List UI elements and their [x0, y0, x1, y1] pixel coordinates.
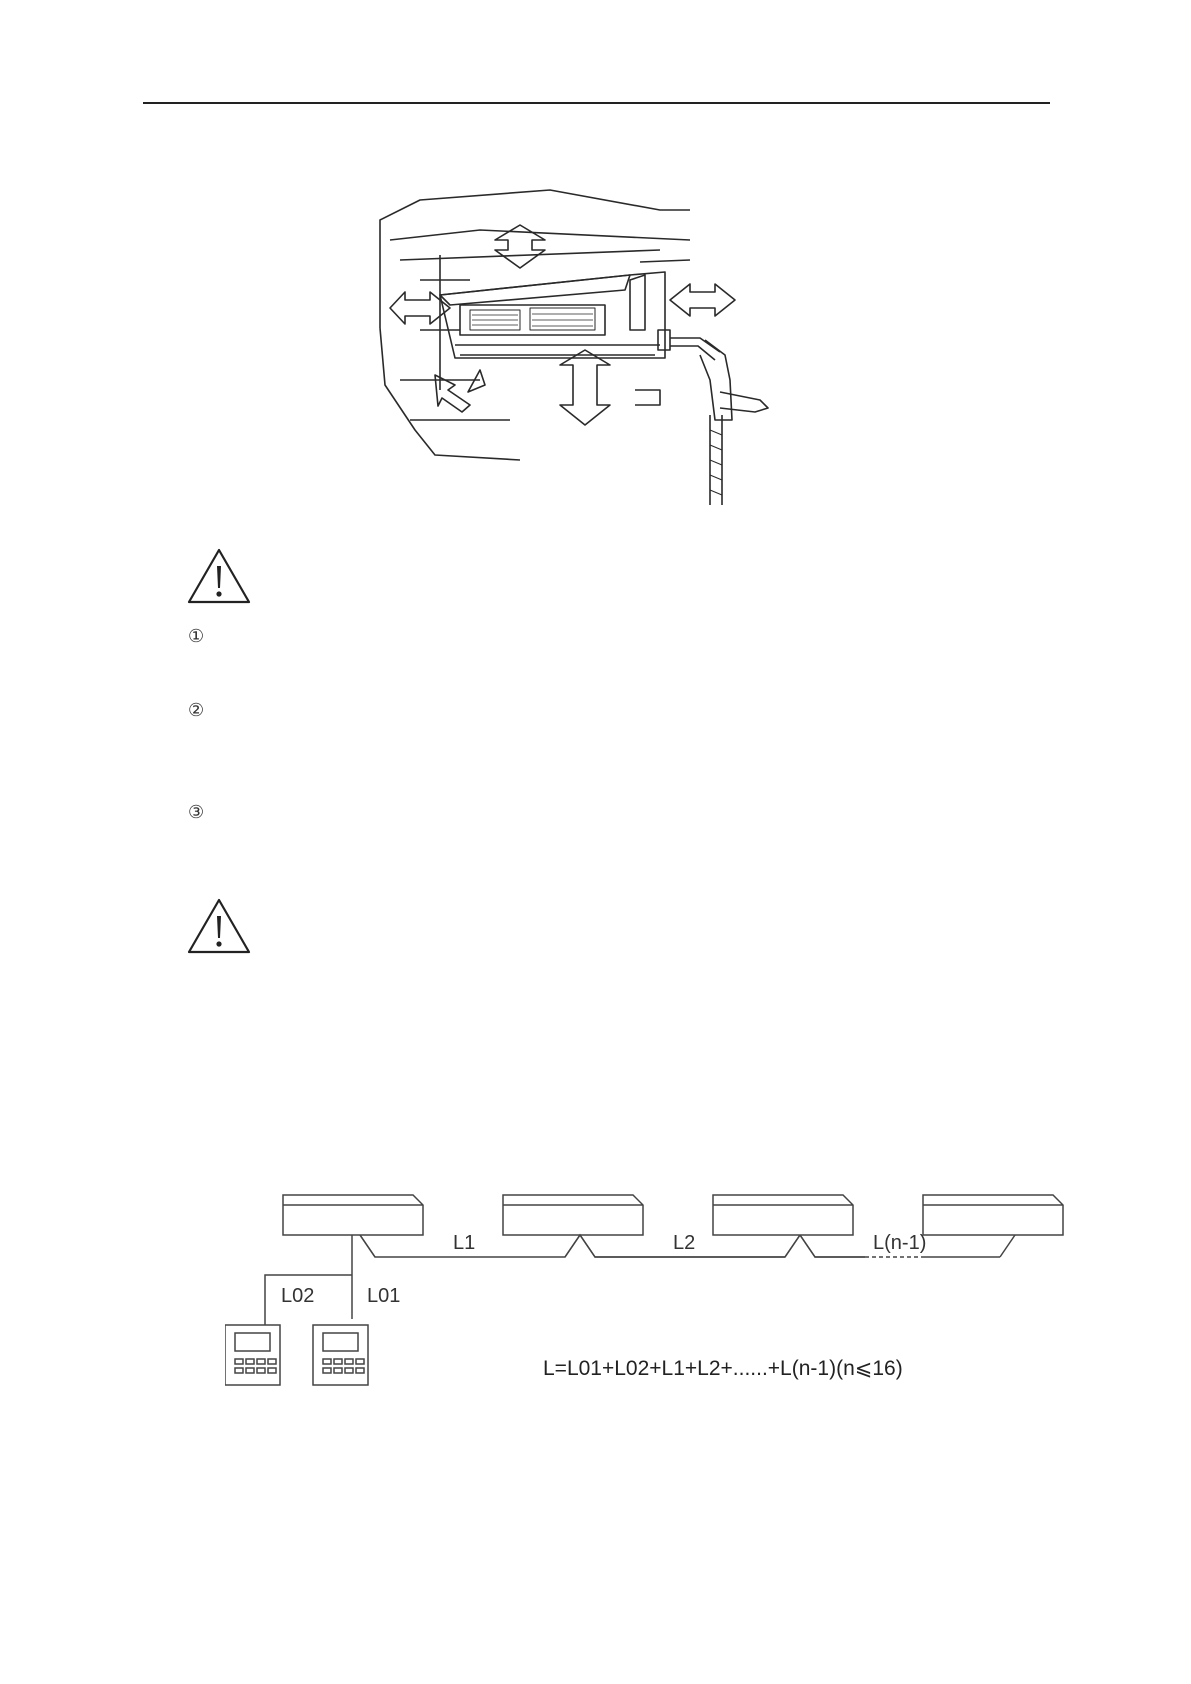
- indoor-unit-1: [283, 1195, 423, 1235]
- segment-label-l1: L1: [453, 1232, 476, 1254]
- indoor-unit-3: [713, 1195, 853, 1235]
- header-rule: [143, 102, 1050, 104]
- bottom-clearance-arrow: [560, 350, 610, 425]
- wiring-line-l1: [360, 1235, 800, 1257]
- list-marker-3: ③: [188, 802, 205, 823]
- list-marker-2: ②: [188, 700, 205, 721]
- segment-label-l2: L2: [673, 1232, 696, 1254]
- communication-wiring-diagram: [225, 1175, 1075, 1405]
- indoor-unit-2: [503, 1195, 643, 1235]
- indoor-unit-4: [923, 1195, 1063, 1235]
- list-marker-1: ①: [188, 626, 205, 647]
- right-clearance-arrow: [670, 284, 735, 316]
- warning-triangle-icon: [185, 896, 253, 956]
- wiring-line-l2: [800, 1235, 865, 1257]
- wiring-length-formula: L=L01+L02+L1+L2+......+L(n-1)(n⩽16): [543, 1357, 903, 1380]
- segment-label-ln-1: L(n-1): [873, 1232, 927, 1254]
- warning-triangle-icon: [185, 546, 253, 606]
- wired-controller-1: [225, 1325, 280, 1385]
- controller-label-l01: L01: [367, 1285, 401, 1307]
- installation-clearance-illustration: [360, 180, 840, 545]
- wired-controller-2: [313, 1325, 368, 1385]
- controller-label-l02: L02: [281, 1285, 315, 1307]
